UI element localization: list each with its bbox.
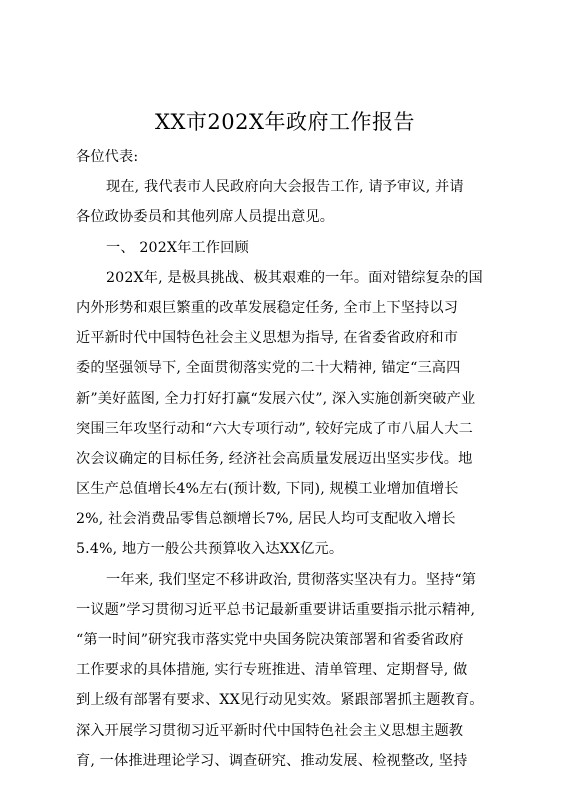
text-line: 工作要求的具体措施, 实行专班推进、清单管理、定期督导, 做 xyxy=(76,662,468,679)
text-line: 一议题”学习贯彻习近平总书记最新重要讲话重要指示批示精神, xyxy=(76,601,476,618)
document-body xyxy=(76,142,506,776)
text-line: 到上级有部署有要求、XX见行动见实效。紧跟部署抓主题教育。 xyxy=(76,692,484,709)
text-line: “第一时间”研究我市落实党中央国务院决策部署和省委省政府 xyxy=(76,632,464,648)
text-line: 现在, 我代表市人民政府向大会报告工作, 请予审议, 并请 xyxy=(106,179,464,196)
text-line: 2%, 社会消费品零售总额增长7%, 居民人均可支配收入增长 xyxy=(76,511,456,528)
text-line: 一年来, 我们坚定不移讲政治, 贯彻落实坚决有力。坚持“第 xyxy=(106,571,477,588)
text-line: 新”美好蓝图, 全力打好打赢“发展六仗”, 深入实施创新突破产业 xyxy=(76,390,476,407)
text-line: 委的坚强领导下, 全面贯彻落实党的二十大精神, 锚定“三高四 xyxy=(76,360,461,377)
text-line: 深入开展学习贯彻习近平新时代中国特色社会主义思想主题教 xyxy=(76,722,464,739)
text-line: 突围三年攻坚行动和“六大专项行动”, 较好完成了市八届人大二 xyxy=(76,420,473,437)
text-line: 近平新时代中国特色社会主义思想为指导, 在省委省政府和市 xyxy=(76,330,459,347)
text-line: 区生产总值增长4%左右(预计数, 下同), 规模工业增加值增长 xyxy=(76,481,459,498)
text-line: 202X年, 是极具挑战、极其艰难的一年。面对错综复杂的国 xyxy=(106,269,483,286)
text-line: 5.4%, 地方一般公共预算收入达XX亿元。 xyxy=(76,541,344,558)
text-line: 次会议确定的目标任务, 经济社会高质量发展迈出坚实步伐。地 xyxy=(76,450,473,467)
text-line: 一、 202X年工作回顾 xyxy=(106,239,249,256)
text-line: 各位政协委员和其他列席人员提出意见。 xyxy=(76,209,335,226)
text-line: 内外形势和艰巨繁重的改革发展稳定任务, 全市上下坚持以习 xyxy=(76,299,459,316)
text-line: 各位代表: xyxy=(76,149,139,165)
text-line: 育, 一体推进理论学习、调查研究、推动发展、检视整改, 坚持 xyxy=(76,752,468,769)
document-title: XX市202X年政府工作报告 xyxy=(155,110,415,134)
